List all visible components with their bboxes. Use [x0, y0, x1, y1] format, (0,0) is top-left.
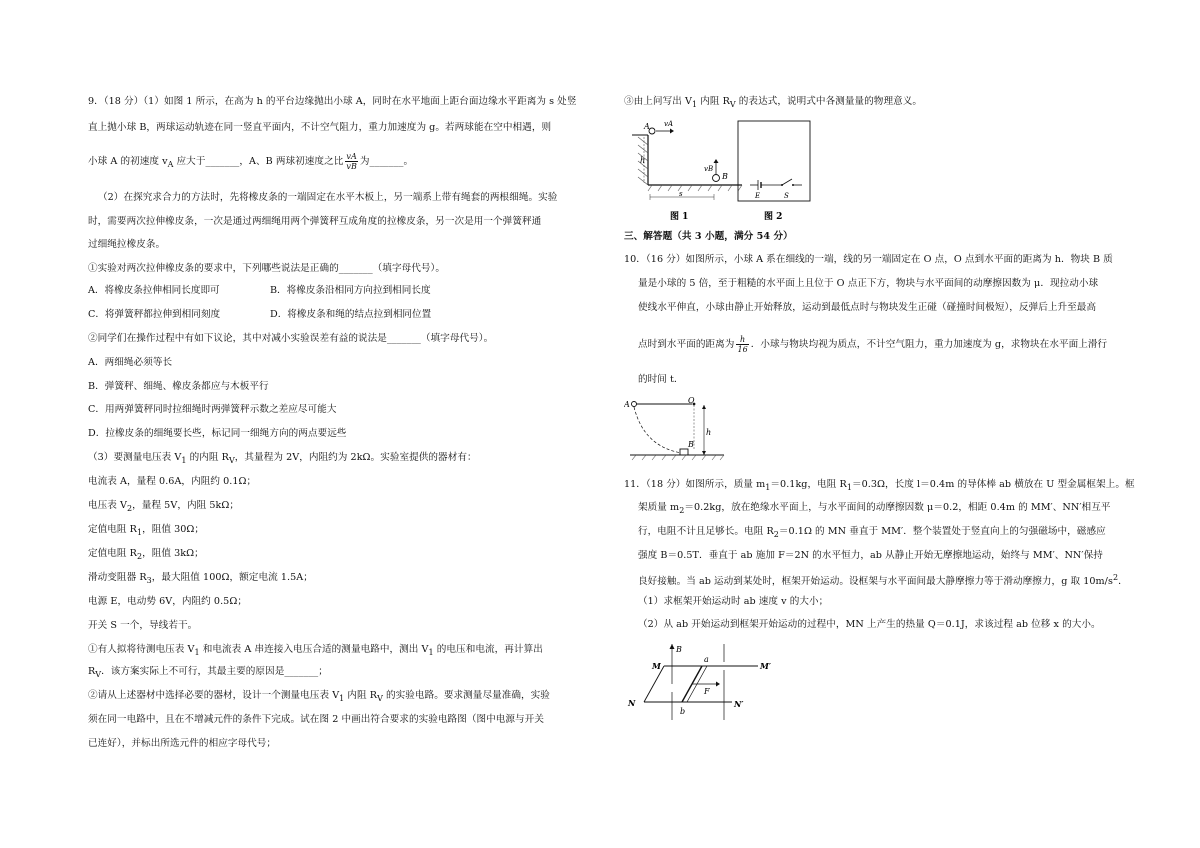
q10-pendulum-diagram	[624, 395, 734, 461]
q9-part3-sub2-line-2: 须在同一电路中，且在不增减元件的条件下完成。试在图 2 中画出符合要求的实验电路图（图中电源与开关	[88, 714, 544, 725]
q11-line-5: 良好接触。当 ab 运动到某处时，框架开始运动。设框架与水平面间最大静摩擦力等于滑动摩擦力，g 取 $10m/s^2$．	[638, 573, 1128, 588]
fig1-label-a: A	[644, 122, 650, 131]
figure-1-projectile-diagram	[624, 115, 824, 225]
equipment-switch: 开关 S 一个，导线若干。	[88, 620, 198, 631]
q11-label-b-rod: b	[680, 707, 686, 716]
section-3-heading: 三、解答题（共 3 小题，满分 54 分）	[624, 231, 793, 242]
q11-label-m-prime: M′	[760, 661, 771, 671]
fig1-label-vb: vB	[704, 165, 714, 173]
q10-label-o: O	[688, 396, 695, 405]
q9-sub2-option-d: D．拉橡皮条的细绳要长些，标记同一细绳方向的两点要远些	[88, 428, 347, 439]
q10-line-5: 的时间 t．	[638, 374, 684, 385]
q11-line-4: 强度 B＝0.5T．垂直于 ab 施加 F＝2N 的水平恒力，ab 从静止开始无摩擦地运动，始终与 MM′、NN′保持	[638, 550, 1103, 561]
q9-sub1-option-c: C．将弹簧秤都拉伸到相同刻度	[88, 309, 221, 320]
fig2-label-s: S	[784, 192, 789, 200]
q9-part3-sub2-line-3: 已连好），并标出所选元件的相应字母代号；	[88, 738, 277, 749]
va-vb-fraction: $\frac{vA}{vB}$	[346, 152, 357, 171]
q9-part3-sub3: ③由上问写出 $V_1$ 内阻 $R_V$ 的表达式，说明式中各测量量的物理意义。	[624, 96, 923, 109]
fig1-label-b: B	[722, 172, 728, 181]
q9-sub1-question: ①实验对两次拉伸橡皮条的要求中，下列哪些说法是正确的_______（填字母代号）。	[88, 263, 446, 274]
q10-line-3: 使线水平伸直，小球由静止开始释放，运动到最低点时与物块发生正碰（碰撞时间极短），反弹后上升至最高	[638, 302, 1097, 313]
q11-label-a: a	[704, 655, 709, 664]
q11-label-b-field: B	[676, 645, 682, 654]
equipment-voltmeter-v2: 电压表 $V_2$，量程 5V，内阻 5kΩ；	[88, 500, 240, 513]
q11-line-1: 11．（18 分）如图所示，质量 $m_1=0.1kg$，电阻 $R_1=0.3\Omega$，长度 l＝0.4m 的导体棒 ab 横放在 U 型金属框架上。框	[624, 479, 1135, 492]
q9-sub1-option-b: B．将橡皮条沿相同方向拉到相同长度	[270, 285, 431, 296]
q9-sub1-option-a: A．将橡皮条拉伸相同长度即可	[88, 285, 220, 296]
fig1-label-h: h	[640, 156, 646, 165]
q10-line-4: 点时到水平面的距离为 $\frac{h}{16}$ ．小球与物块均视为质点，不计空气阻力，重力加速度为 g，求物块在水平面上滑行	[638, 335, 1108, 354]
q9-part3-sub1-line-2: $R_V$．该方案实际上不可行，其最主要的原因是_______；	[88, 666, 328, 679]
q9-line-3: 小球 A 的初速度 $v_A$ 应大于_______，A、B 两球初速度之比 $\frac{vA}{vB}$ 为_______。	[88, 152, 414, 171]
fig2-label-e: E	[755, 192, 761, 200]
q9-sub1-option-d: D．将橡皮条和绳的结点拉到相同位置	[270, 309, 432, 320]
q11-label-f: F	[704, 687, 710, 696]
q9-part2-line-3: 过细绳拉橡皮条。	[88, 239, 166, 250]
q10-line-1: 10．（16 分）如图所示，小球 A 系在细线的一端，线的另一端固定在 O 点，O 点到水平面的距离为 h．物块 B 质	[624, 254, 1113, 265]
q11-label-m: M	[652, 661, 661, 671]
q11-label-n: N	[628, 698, 636, 708]
q11-line-3: 行，电阻不计且足够长。电阻 $R_2=0.1\Omega$ 的 MN 垂直于 MM′．整个装置处于竖直向上的匀强磁场中，磁感应	[638, 526, 1106, 539]
h-over-16-fraction: $\frac{h}{16}$	[737, 335, 748, 354]
q9-line-1: 9．（18 分）（1）如图 1 所示，在高为 h 的平台边缘抛出小球 A，同时在水平地面上距台面边缘水平距离为 s 处竖	[88, 96, 577, 107]
q10-label-a: A	[624, 400, 630, 409]
q9-sub2-question: ②同学们在操作过程中有如下议论，其中对减小实验误差有益的说法是_______（填字母代号）。	[88, 333, 494, 344]
fig1-label-s: s	[679, 190, 683, 198]
q11-label-n-prime: N′	[734, 699, 744, 709]
equipment-resistor-r1: 定值电阻 $R_1$，阻值 30Ω；	[88, 524, 205, 537]
equipment-power-source: 电源 E，电动势 6V，内阻约 0.5Ω；	[88, 596, 247, 607]
equipment-ammeter: 电流表 A，量程 0.6A，内阻约 0.1Ω；	[88, 476, 257, 487]
q11-part-2: （2）从 ab 开始运动到框架开始运动的过程中，MN 上产生的热量 Q＝0.1J，求该过程 ab 位移 x 的大小。	[638, 619, 1101, 630]
q9-sub2-option-a: A．两细绳必须等长	[88, 357, 173, 368]
q10-line-2: 量是小球的 5 倍，至于粗糙的水平面上且位于 O 点正下方，物块与水平面间的动摩擦因数为 μ．现拉动小球	[638, 278, 1099, 289]
q9-line-2: 直上抛小球 B，两球运动轨迹在同一竖直平面内，不计空气阻力，重力加速度为 g。若两球能在空中相遇，则	[88, 122, 552, 133]
figure-2-circuit-box	[738, 121, 810, 201]
q9-part2-line-2: 时，需要两次拉伸橡皮条，一次是通过两细绳用两个弹簧秤互成角度的拉橡皮条，另一次是用一个弹簧秤通	[88, 216, 542, 227]
figure-1-caption: 图 1	[670, 212, 689, 222]
equipment-rheostat-r3: 滑动变阻器 $R_3$，最大阻值 100Ω，额定电流 1.5A；	[88, 572, 313, 585]
q11-line-2: 架质量 $m_2=0.2kg$，放在绝缘水平面上，与水平面间的动摩擦因数 μ＝0.2，相距 0.4m 的 MM′、NN′相互平	[638, 502, 1111, 515]
q9-sub2-option-b: B．弹簧秤、细绳、橡皮条都应与木板平行	[88, 381, 269, 392]
q11-part-1: （1）求框架开始运动时 ab 速度 v 的大小；	[638, 596, 829, 607]
q10-label-b: B	[688, 440, 694, 449]
q11-conductor-frame-diagram	[624, 640, 784, 728]
fig1-label-va: vA	[664, 120, 674, 128]
q9-sub2-option-c: C．用两弹簧秤同时拉细绳时两弹簧秤示数之差应尽可能大	[88, 404, 337, 415]
q9-part3-intro: （3）要测量电压表 $V_1$ 的内阻 $R_V$，其量程为 2V，内阻约为 2kΩ。实验室提供的器材有：	[88, 452, 477, 465]
q9-part3-sub2-line-1: ②请从上述器材中选择必要的器材，设计一个测量电压表 $V_1$ 内阻 $R_V$ 的实验电路。要求测量尽量准确，实验	[88, 690, 550, 703]
q9-part2-line-1: （2）在探究求合力的方法时，先将橡皮条的一端固定在水平木板上，另一端系上带有绳套的两根细绳。实验	[98, 192, 558, 203]
q9-part3-sub1-line-1: ①有人拟将待测电压表 $V_1$ 和电流表 A 串连接入电压合适的测量电路中，测出 $V_1$ 的电压和电流，再计算出	[88, 644, 543, 657]
figure-2-caption: 图 2	[764, 212, 783, 222]
equipment-resistor-r2: 定值电阻 $R_2$，阻值 3kΩ；	[88, 548, 204, 561]
q10-label-h: h	[706, 428, 712, 437]
